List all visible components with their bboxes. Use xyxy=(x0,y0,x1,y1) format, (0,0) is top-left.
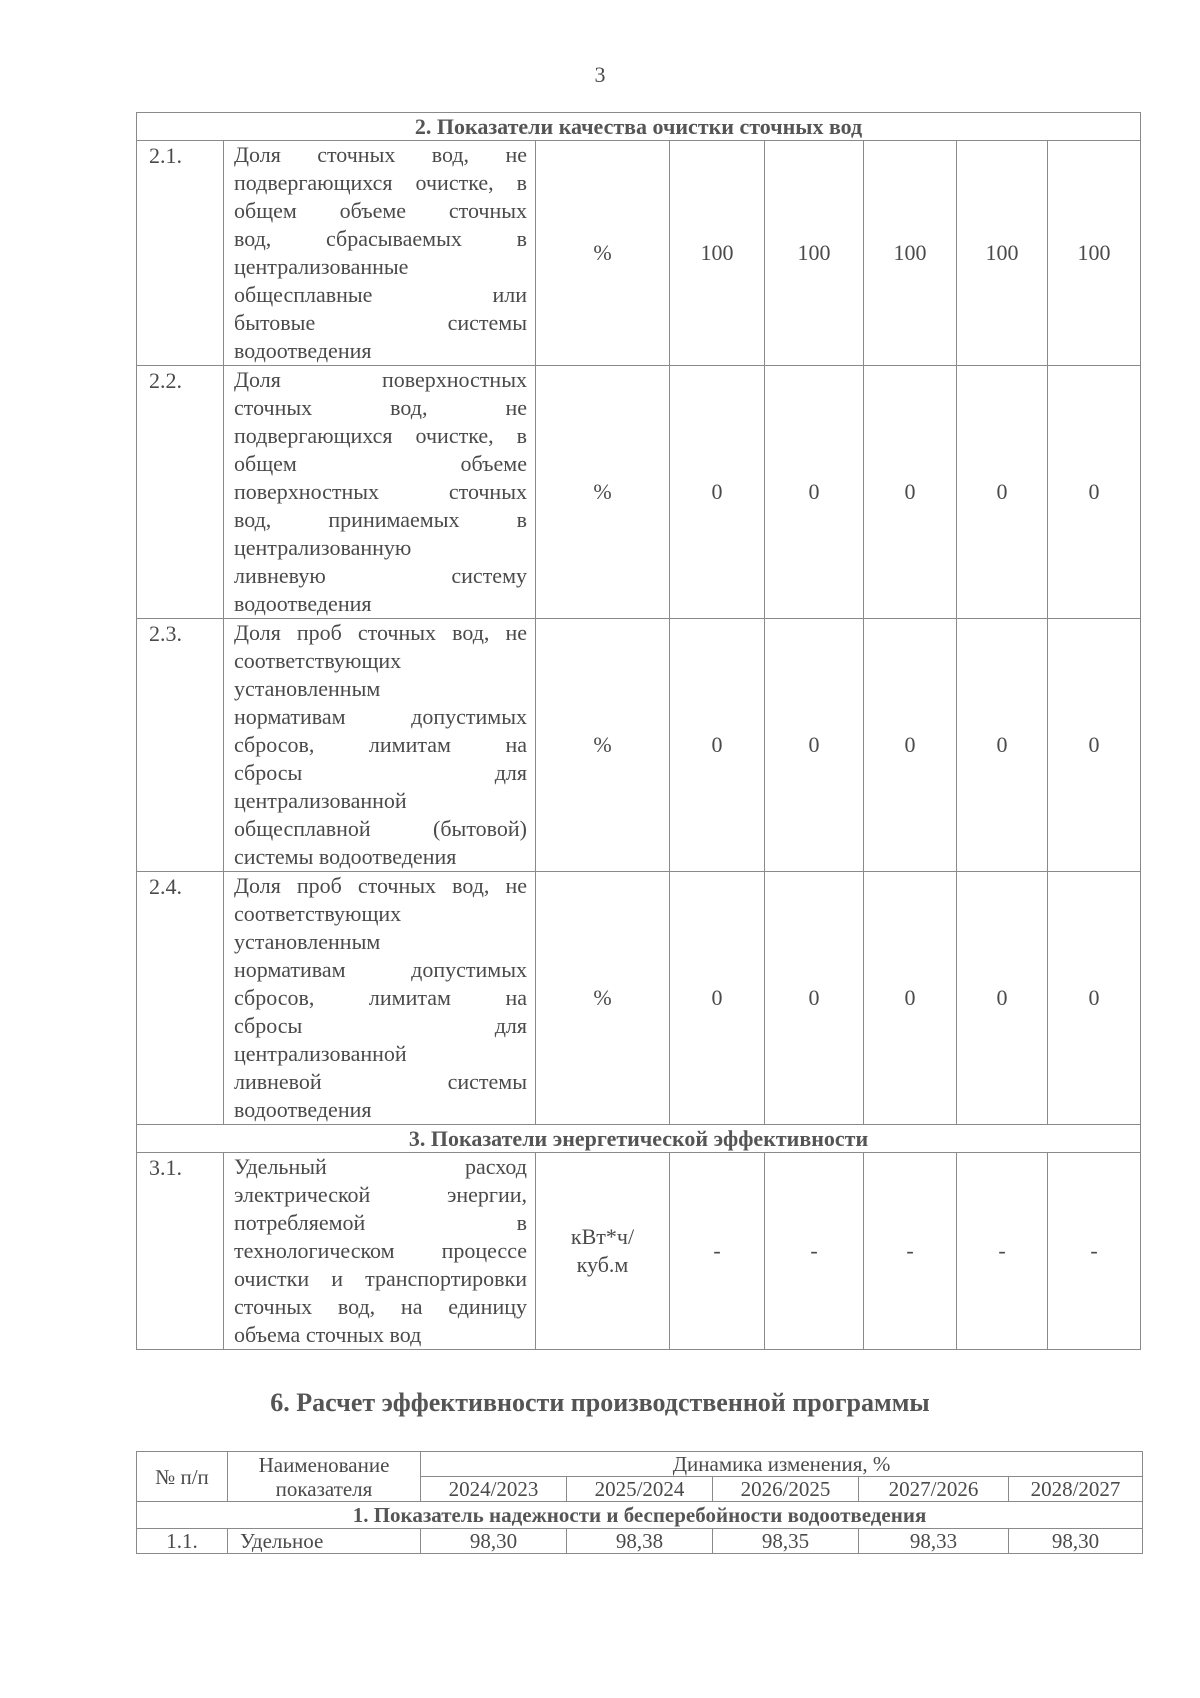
indicators-table xyxy=(136,112,1141,1350)
row-value: 100 xyxy=(864,141,957,366)
row-value: 0 xyxy=(765,366,864,619)
row-value: 0 xyxy=(957,366,1048,619)
row-num: 2.3. xyxy=(137,619,224,872)
header-dynamics: Динамика изменения, % xyxy=(421,1452,1143,1477)
row-name-line: подвергающихся очистке, в xyxy=(234,423,527,448)
row-num: 1.1. xyxy=(137,1529,228,1554)
row-name-line: ливневую систему xyxy=(234,563,527,588)
table-row xyxy=(137,141,1141,366)
row-name-line: Доля сточных вод, не xyxy=(234,142,527,167)
row-name-line: сбросов, лимитам на xyxy=(234,732,527,757)
row-value: 100 xyxy=(765,141,864,366)
row-unit: % xyxy=(536,619,670,872)
row-num: 2.1. xyxy=(137,141,224,366)
row-name-line: централизованной xyxy=(234,1041,407,1066)
row-name-line: сбросы для xyxy=(234,1013,527,1038)
row-name xyxy=(224,141,536,366)
row-name-line: Доля проб сточных вод, не xyxy=(234,620,527,645)
row-name-line: сбросы для xyxy=(234,760,527,785)
section-header: 3. Показатели энергетической эффективности xyxy=(137,1125,1141,1153)
row-value: 0 xyxy=(864,366,957,619)
row-name-line: объема сточных вод xyxy=(234,1322,422,1347)
row-num: 3.1. xyxy=(137,1153,224,1350)
row-num: 2.4. xyxy=(137,872,224,1125)
row-name-line: водоотведения xyxy=(234,591,372,616)
header-year: 2025/2024 xyxy=(567,1477,713,1502)
row-value: - xyxy=(765,1153,864,1350)
row-name-line: ливневой системы xyxy=(234,1069,527,1094)
row-value: 0 xyxy=(957,619,1048,872)
row-value: - xyxy=(957,1153,1048,1350)
row-name-line: подвергающихся очистке, в xyxy=(234,170,527,195)
row-value: 0 xyxy=(670,366,765,619)
header-year: 2024/2023 xyxy=(421,1477,567,1502)
table-row xyxy=(137,1153,1141,1350)
row-name-line: централизованные xyxy=(234,254,409,279)
row-name-line: электрической энергии, xyxy=(234,1182,527,1207)
row-name-line: водоотведения xyxy=(234,1097,372,1122)
row-name-line: Доля проб сточных вод, не xyxy=(234,873,527,898)
row-value: 98,30 xyxy=(421,1529,567,1554)
row-value: 100 xyxy=(957,141,1048,366)
row-value: 0 xyxy=(864,619,957,872)
row-value: 0 xyxy=(1048,872,1141,1125)
row-name-line: централизованную xyxy=(234,535,412,560)
row-name-line: Доля поверхностных xyxy=(234,367,527,392)
section-header: 2. Показатели качества очистки сточных вод xyxy=(137,113,1141,141)
row-unit: % xyxy=(536,872,670,1125)
row-name-line: поверхностных сточных xyxy=(234,479,527,504)
row-name-line: вод, принимаемых в xyxy=(234,507,527,532)
row-name-line: системы водоотведения xyxy=(234,844,457,869)
section-title: 6. Расчет эффективности производственной программы xyxy=(270,1388,930,1417)
row-name-line: сточных вод, на единицу xyxy=(234,1294,527,1319)
row-value: 100 xyxy=(1048,141,1141,366)
row-name-line: сточных вод, не xyxy=(234,395,527,420)
header-year: 2028/2027 xyxy=(1009,1477,1143,1502)
row-name-line: общем объеме сточных xyxy=(234,198,527,223)
row-value: 0 xyxy=(765,619,864,872)
row-name-line: установленным xyxy=(234,929,381,954)
header-num: № п/п xyxy=(137,1452,228,1502)
row-name-line: установленным xyxy=(234,676,381,701)
row-name-line: централизованной xyxy=(234,788,407,813)
row-value: 98,33 xyxy=(859,1529,1009,1554)
row-name-line: общесплавные или xyxy=(234,282,527,307)
row-value: - xyxy=(670,1153,765,1350)
row-value: 0 xyxy=(765,872,864,1125)
row-value: 98,38 xyxy=(567,1529,713,1554)
row-value: 98,30 xyxy=(1009,1529,1143,1554)
row-value: 0 xyxy=(957,872,1048,1125)
header-name: Наименование показателя xyxy=(228,1452,421,1502)
row-value: 0 xyxy=(1048,619,1141,872)
row-name-line: сбросов, лимитам на xyxy=(234,985,527,1010)
row-name-line: нормативам допустимых xyxy=(234,704,527,729)
row-name-line: соответствующих xyxy=(234,648,402,673)
row-value: - xyxy=(864,1153,957,1350)
table-row xyxy=(137,872,1141,1125)
row-value: 0 xyxy=(670,872,765,1125)
row-name-line: соответствующих xyxy=(234,901,402,926)
row-unit: % xyxy=(536,141,670,366)
row-name xyxy=(224,872,536,1125)
row-value: - xyxy=(1048,1153,1141,1350)
row-name-line: общем объеме xyxy=(234,451,527,476)
row-value: 0 xyxy=(670,619,765,872)
table-row xyxy=(137,366,1141,619)
table-row xyxy=(137,619,1141,872)
row-name-line: потребляемой в xyxy=(234,1210,527,1235)
row-name-line: очистки и транспортировки xyxy=(234,1266,527,1291)
row-name xyxy=(224,619,536,872)
row-name xyxy=(224,366,536,619)
row-name-line: нормативам допустимых xyxy=(234,957,527,982)
row-value: 100 xyxy=(670,141,765,366)
row-value: 0 xyxy=(1048,366,1141,619)
row-name: Удельное xyxy=(228,1529,421,1554)
row-value: 98,35 xyxy=(713,1529,859,1554)
row-name-line: водоотведения xyxy=(234,338,372,363)
row-name xyxy=(224,1153,536,1350)
efficiency-table xyxy=(136,1451,1143,1554)
subsection-title: 1. Показатель надежности и бесперебойности водоотведения xyxy=(137,1502,1143,1529)
row-num: 2.2. xyxy=(137,366,224,619)
row-name-line: вод, сбрасываемых в xyxy=(234,226,527,251)
row-name-line: технологическом процессе xyxy=(234,1238,527,1263)
page-number: 3 xyxy=(594,62,606,87)
header-year: 2027/2026 xyxy=(859,1477,1009,1502)
row-name-line: Удельный расход xyxy=(234,1154,527,1179)
row-name-line: бытовые системы xyxy=(234,310,527,335)
row-name-line: общесплавной (бытовой) xyxy=(234,816,527,841)
row-unit: % xyxy=(536,366,670,619)
row-unit: кВт*ч/ куб.м xyxy=(536,1153,670,1350)
header-year: 2026/2025 xyxy=(713,1477,859,1502)
row-value: 0 xyxy=(864,872,957,1125)
